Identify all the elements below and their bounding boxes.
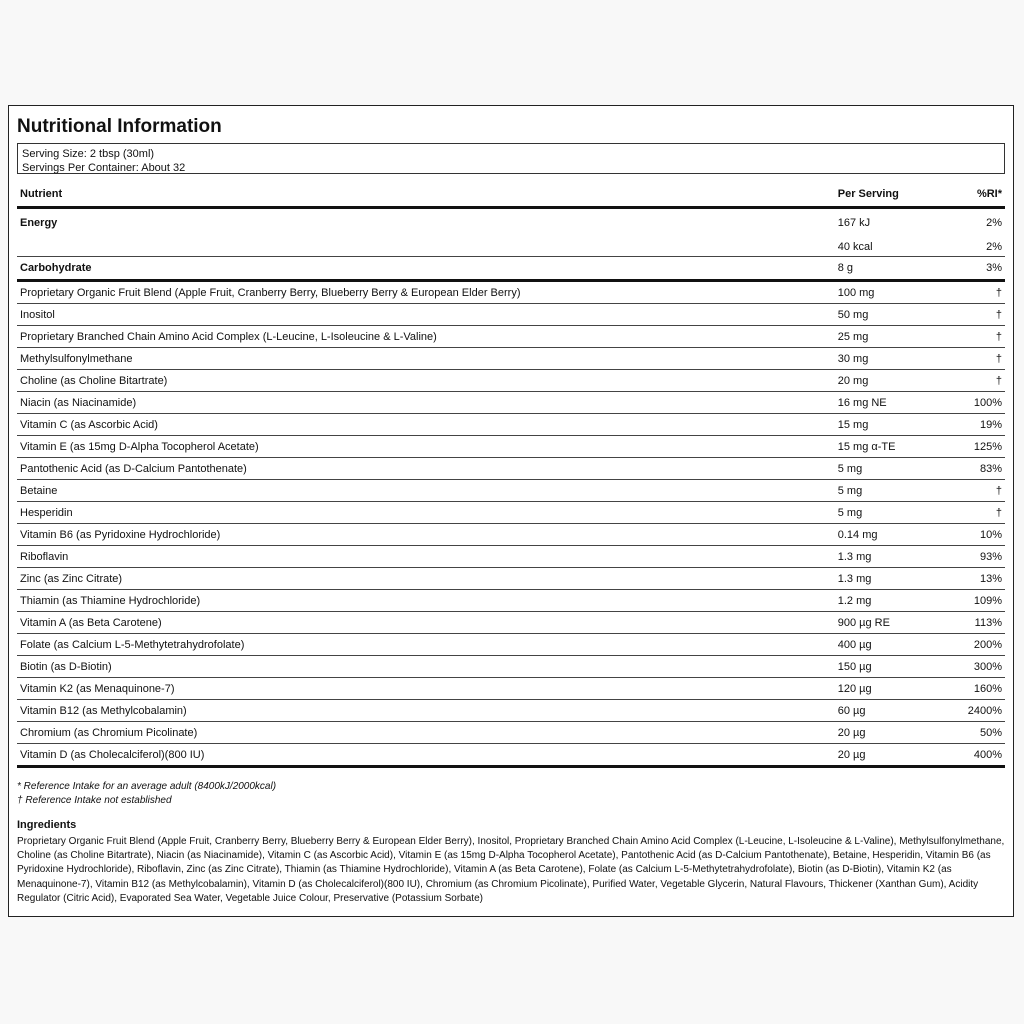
carbohydrate-row bbox=[17, 257, 1005, 281]
nutrient-name: Vitamin B6 (as Pyridoxine Hydrochloride) bbox=[17, 524, 835, 546]
nutrient-ri: † bbox=[965, 304, 1005, 326]
nutrient-name: Choline (as Choline Bitartrate) bbox=[17, 370, 835, 392]
table-row bbox=[17, 281, 1005, 304]
nutrient-name: Vitamin K2 (as Menaquinone-7) bbox=[17, 678, 835, 700]
nutrient-amount: 1.3 mg bbox=[835, 546, 965, 568]
nutrient-ri: 93% bbox=[965, 546, 1005, 568]
header-nutrient: Nutrient bbox=[17, 182, 835, 208]
serving-info-box bbox=[17, 143, 1005, 174]
nutrient-name: Niacin (as Niacinamide) bbox=[17, 392, 835, 414]
table-row bbox=[17, 612, 1005, 634]
nutrient-name: Proprietary Organic Fruit Blend (Apple Fruit, Cranberry Berry, Blueberry Berry & European Elder Berry) bbox=[17, 281, 835, 304]
nutrient-name: Riboflavin bbox=[17, 546, 835, 568]
nutrient-name: Proprietary Branched Chain Amino Acid Complex (L-Leucine, L-Isoleucine & L-Valine) bbox=[17, 326, 835, 348]
nutrient-name: Vitamin D (as Cholecalciferol)(800 IU) bbox=[17, 744, 835, 767]
footnote-dagger: † Reference Intake not established bbox=[17, 795, 172, 806]
header-ri: %RI* bbox=[965, 182, 1005, 208]
nutrient-amount: 1.2 mg bbox=[835, 590, 965, 612]
nutrient-ri: 10% bbox=[965, 524, 1005, 546]
header-per-serving: Per Serving bbox=[835, 182, 965, 208]
nutrient-ri: 300% bbox=[965, 656, 1005, 678]
nutrient-amount: 900 µg RE bbox=[835, 612, 965, 634]
nutrient-ri: 400% bbox=[965, 744, 1005, 767]
nutrient-ri: † bbox=[965, 326, 1005, 348]
nutrient-ri: † bbox=[965, 502, 1005, 524]
table-row bbox=[17, 304, 1005, 326]
nutrient-amount: 30 mg bbox=[835, 348, 965, 370]
table-row bbox=[17, 370, 1005, 392]
nutrient-ri: 2400% bbox=[965, 700, 1005, 722]
energy-kj-ri: 2% bbox=[986, 217, 1002, 229]
nutrient-name: Vitamin E (as 15mg D-Alpha Tocopherol Acetate) bbox=[17, 436, 835, 458]
energy-kcal-spacer bbox=[17, 237, 835, 257]
nutrient-amount: 0.14 mg bbox=[835, 524, 965, 546]
nutrient-amount: 20 mg bbox=[835, 370, 965, 392]
nutrient-amount: 15 mg α-TE bbox=[835, 436, 965, 458]
serving-size: Serving Size: 2 tbsp (30ml) bbox=[22, 148, 155, 160]
nutrient-ri: † bbox=[965, 281, 1005, 304]
table-row bbox=[17, 700, 1005, 722]
energy-kcal-ri: 2% bbox=[965, 237, 1005, 257]
nutrient-name: Hesperidin bbox=[17, 502, 835, 524]
table-row bbox=[17, 546, 1005, 568]
nutrient-amount: 5 mg bbox=[835, 502, 965, 524]
table-row bbox=[17, 744, 1005, 767]
energy-label: Energy bbox=[20, 217, 58, 229]
nutrient-name: Thiamin (as Thiamine Hydrochloride) bbox=[17, 590, 835, 612]
table-row bbox=[17, 458, 1005, 480]
nutrient-name: Inositol bbox=[17, 304, 835, 326]
nutrient-name: Biotin (as D-Biotin) bbox=[17, 656, 835, 678]
nutrient-ri: 109% bbox=[965, 590, 1005, 612]
nutrient-amount: 50 mg bbox=[835, 304, 965, 326]
nutrient-amount: 25 mg bbox=[835, 326, 965, 348]
nutrient-name: Folate (as Calcium L-5-Methytetrahydrofolate) bbox=[17, 634, 835, 656]
nutrient-ri: † bbox=[965, 370, 1005, 392]
nutrient-name: Methylsulfonylmethane bbox=[17, 348, 835, 370]
ingredients-text: Proprietary Organic Fruit Blend (Apple Fruit, Cranberry Berry, Blueberry Berry & European Elder Berry), Inositol, Proprietary Branched Chain Amino Acid Complex (L-Leucine, L-Isoleucine & L-Valine), Methylsulfonylmethane, Choline (as Choline Bitartrate), Niacin (as Niacinamide), Vitamin C (as Ascorbic Acid), Vitamin E (as 15mg D-Alpha Tocopherol Acetate), Pantothenic Acid (as D-Calcium Pantothenate), Betaine, Hesperidin, Vitamin B6 (as Pyridoxine Hydrochloride), Riboflavin, Zinc (as Zinc Citrate), Thiamin (as Thiamine Hydrochloride), Vitamin A (as Beta Carotene), Folate (as Calcium L-5-Methytetrahydrofolate), Biotin (as D-Biotin), Vitamin K2 (as Menaquinone-7), Vitamin B12 (as Methylcobalamin), Vitamin D (as Cholecalciferol)(800 IU), Chromium (as Chromium Picolinate), Purified Water, Vegetable Glycerin, Natural Flavours, Thickener (Xanthan Gum), Acidity Regulator (Citric Acid), Evaporated Sea Water, Vegetable Juice Colour, Preservative (Potassium Sorbate) bbox=[17, 836, 1005, 904]
energy-row-kcal bbox=[17, 237, 1005, 257]
nutrient-ri: 160% bbox=[965, 678, 1005, 700]
nutrient-name: Zinc (as Zinc Citrate) bbox=[17, 568, 835, 590]
nutrition-table bbox=[17, 182, 1005, 768]
energy-row-kj bbox=[17, 208, 1005, 238]
table-row bbox=[17, 392, 1005, 414]
footnotes bbox=[17, 780, 1005, 808]
nutrient-name: Chromium (as Chromium Picolinate) bbox=[17, 722, 835, 744]
energy-kcal: 40 kcal bbox=[835, 237, 965, 257]
table-row bbox=[17, 414, 1005, 436]
nutrient-ri: 200% bbox=[965, 634, 1005, 656]
nutrient-ri: † bbox=[965, 348, 1005, 370]
nutrient-ri: 83% bbox=[965, 458, 1005, 480]
carbohydrate-label: Carbohydrate bbox=[17, 257, 835, 281]
table-row bbox=[17, 326, 1005, 348]
nutrient-ri: 113% bbox=[965, 612, 1005, 634]
table-row bbox=[17, 480, 1005, 502]
nutrient-amount: 15 mg bbox=[835, 414, 965, 436]
table-row bbox=[17, 568, 1005, 590]
table-row bbox=[17, 634, 1005, 656]
table-row bbox=[17, 436, 1005, 458]
page-title: Nutritional Information bbox=[17, 116, 222, 137]
table-row bbox=[17, 722, 1005, 744]
carbohydrate-ri: 3% bbox=[965, 257, 1005, 281]
nutrient-amount: 120 µg bbox=[835, 678, 965, 700]
nutrient-amount: 5 mg bbox=[835, 458, 965, 480]
nutrient-ri: 19% bbox=[965, 414, 1005, 436]
table-row bbox=[17, 678, 1005, 700]
nutrient-amount: 5 mg bbox=[835, 480, 965, 502]
nutrient-ri: 125% bbox=[965, 436, 1005, 458]
nutrient-ri: 13% bbox=[965, 568, 1005, 590]
nutrient-amount: 100 mg bbox=[835, 281, 965, 304]
table-row bbox=[17, 656, 1005, 678]
nutrient-amount: 150 µg bbox=[835, 656, 965, 678]
carbohydrate-amount: 8 g bbox=[835, 257, 965, 281]
nutrient-ri: 50% bbox=[965, 722, 1005, 744]
nutrition-panel bbox=[8, 105, 1014, 917]
table-header-row bbox=[17, 182, 1005, 208]
table-row bbox=[17, 524, 1005, 546]
nutrient-ri: † bbox=[965, 480, 1005, 502]
nutrient-amount: 60 µg bbox=[835, 700, 965, 722]
nutrient-amount: 400 µg bbox=[835, 634, 965, 656]
energy-kj: 167 kJ bbox=[837, 217, 871, 229]
table-row bbox=[17, 502, 1005, 524]
table-row bbox=[17, 590, 1005, 612]
ingredients-title: Ingredients bbox=[17, 819, 77, 831]
footnote-ri: * Reference Intake for an average adult (8400kJ/2000kcal) bbox=[17, 781, 277, 792]
nutrient-name: Pantothenic Acid (as D-Calcium Pantothenate) bbox=[17, 458, 835, 480]
nutrient-name: Vitamin B12 (as Methylcobalamin) bbox=[17, 700, 835, 722]
table-row bbox=[17, 348, 1005, 370]
nutrient-name: Vitamin A (as Beta Carotene) bbox=[17, 612, 835, 634]
nutrient-name: Betaine bbox=[17, 480, 835, 502]
nutrient-amount: 20 µg bbox=[835, 744, 965, 767]
nutrient-ri: 100% bbox=[965, 392, 1005, 414]
nutrient-amount: 1.3 mg bbox=[835, 568, 965, 590]
servings-per-container: Servings Per Container: About 32 bbox=[22, 162, 186, 174]
nutrient-amount: 20 µg bbox=[835, 722, 965, 744]
nutrient-amount: 16 mg NE bbox=[835, 392, 965, 414]
nutrient-name: Vitamin C (as Ascorbic Acid) bbox=[17, 414, 835, 436]
